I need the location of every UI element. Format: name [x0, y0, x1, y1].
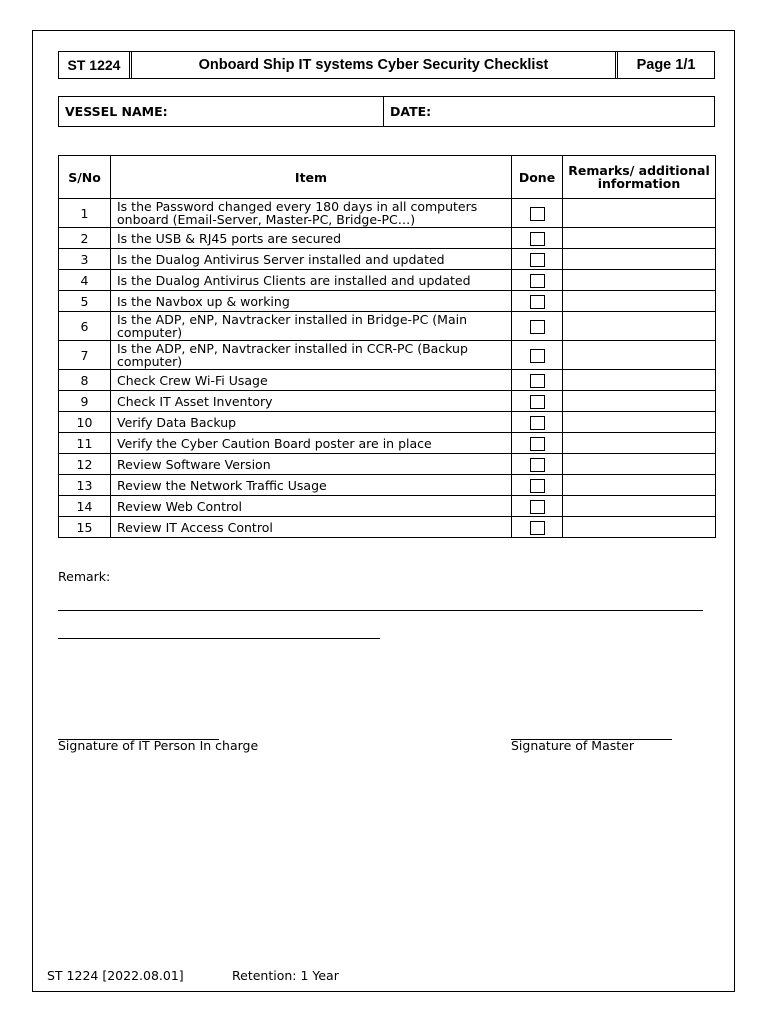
table-header-row	[59, 156, 716, 199]
vessel-date-row	[58, 96, 715, 127]
table-row	[59, 199, 716, 228]
row-item-text: Is the Dualog Antivirus Clients are installed and updated	[111, 270, 512, 291]
row-number: 5	[59, 291, 111, 312]
row-remarks-cell[interactable]	[563, 370, 716, 391]
row-done-cell	[512, 228, 563, 249]
table-row	[59, 391, 716, 412]
column-header-item: Item	[111, 156, 512, 199]
column-header-sno: S/No	[59, 156, 111, 199]
vessel-name-field[interactable]: VESSEL NAME:	[59, 97, 384, 126]
row-number: 1	[59, 199, 111, 228]
done-checkbox[interactable]	[530, 521, 545, 535]
row-item-text: Is the Password changed every 180 days in all computers onboard (Email-Server, Master-PC, Bridge-PC…)	[111, 199, 512, 228]
row-remarks-cell[interactable]	[563, 249, 716, 270]
table-row	[59, 496, 716, 517]
signature-label-master: Signature of Master	[511, 738, 634, 753]
done-checkbox[interactable]	[530, 295, 545, 309]
row-done-cell	[512, 370, 563, 391]
done-checkbox[interactable]	[530, 274, 545, 288]
row-done-cell	[512, 454, 563, 475]
row-item-text: Review Software Version	[111, 454, 512, 475]
row-remarks-cell[interactable]	[563, 496, 716, 517]
page-number: Page 1/1	[636, 57, 696, 73]
row-item-text: Is the ADP, eNP, Navtracker installed in Bridge-PC (Main computer)	[111, 312, 512, 341]
remark-line[interactable]	[58, 610, 703, 611]
row-number: 7	[59, 341, 111, 370]
table-row	[59, 370, 716, 391]
row-number: 3	[59, 249, 111, 270]
row-remarks-cell[interactable]	[563, 517, 716, 538]
footer-retention: Retention: 1 Year	[232, 968, 339, 983]
row-done-cell	[512, 312, 563, 341]
row-remarks-cell[interactable]	[563, 291, 716, 312]
row-remarks-cell[interactable]	[563, 199, 716, 228]
row-done-cell	[512, 496, 563, 517]
row-number: 15	[59, 517, 111, 538]
done-checkbox[interactable]	[530, 437, 545, 451]
row-done-cell	[512, 341, 563, 370]
row-remarks-cell[interactable]	[563, 341, 716, 370]
table-row	[59, 249, 716, 270]
row-item-text: Check Crew Wi-Fi Usage	[111, 370, 512, 391]
row-remarks-cell[interactable]	[563, 228, 716, 249]
form-code: ST 1224	[59, 52, 132, 78]
done-checkbox[interactable]	[530, 253, 545, 267]
done-checkbox[interactable]	[530, 500, 545, 514]
row-number: 12	[59, 454, 111, 475]
row-number: 8	[59, 370, 111, 391]
table-row	[59, 312, 716, 341]
done-checkbox[interactable]	[530, 479, 545, 493]
form-header	[58, 51, 715, 79]
row-number: 14	[59, 496, 111, 517]
row-done-cell	[512, 249, 563, 270]
row-number: 11	[59, 433, 111, 454]
table-row	[59, 454, 716, 475]
row-remarks-cell[interactable]	[563, 270, 716, 291]
row-item-text: Is the USB & RJ45 ports are secured	[111, 228, 512, 249]
row-done-cell	[512, 412, 563, 433]
row-number: 6	[59, 312, 111, 341]
row-done-cell	[512, 433, 563, 454]
row-item-text: Review the Network Traffic Usage	[111, 475, 512, 496]
row-item-text: Review IT Access Control	[111, 517, 512, 538]
signature-label-it-person: Signature of IT Person In charge	[58, 738, 259, 753]
row-number: 13	[59, 475, 111, 496]
footer-document-code: ST 1224 [2022.08.01]	[47, 968, 184, 983]
row-number: 9	[59, 391, 111, 412]
row-done-cell	[512, 291, 563, 312]
row-done-cell	[512, 517, 563, 538]
row-item-text: Verify the Cyber Caution Board poster are in place	[111, 433, 512, 454]
column-header-remarks: Remarks/ additional information	[563, 156, 716, 199]
remark-label: Remark:	[58, 569, 111, 584]
row-item-text: Verify Data Backup	[111, 412, 512, 433]
table-row	[59, 412, 716, 433]
table-row	[59, 517, 716, 538]
row-item-text: Is the Dualog Antivirus Server installed and updated	[111, 249, 512, 270]
row-remarks-cell[interactable]	[563, 475, 716, 496]
row-remarks-cell[interactable]	[563, 454, 716, 475]
row-remarks-cell[interactable]	[563, 412, 716, 433]
row-remarks-cell[interactable]	[563, 433, 716, 454]
date-field[interactable]: DATE:	[390, 104, 432, 119]
table-row	[59, 341, 716, 370]
done-checkbox[interactable]	[530, 395, 545, 409]
done-checkbox[interactable]	[530, 320, 545, 334]
done-checkbox[interactable]	[530, 207, 545, 221]
done-checkbox[interactable]	[530, 416, 545, 430]
table-row	[59, 433, 716, 454]
done-checkbox[interactable]	[530, 349, 545, 363]
row-number: 10	[59, 412, 111, 433]
row-item-text: Is the Navbox up & working	[111, 291, 512, 312]
table-row	[59, 475, 716, 496]
row-item-text: Is the ADP, eNP, Navtracker installed in CCR-PC (Backup computer)	[111, 341, 512, 370]
remark-line[interactable]	[58, 638, 380, 639]
row-number: 4	[59, 270, 111, 291]
row-done-cell	[512, 391, 563, 412]
row-remarks-cell[interactable]	[563, 312, 716, 341]
row-remarks-cell[interactable]	[563, 391, 716, 412]
row-item-text: Review Web Control	[111, 496, 512, 517]
column-header-done: Done	[512, 156, 563, 199]
table-row	[59, 270, 716, 291]
done-checkbox[interactable]	[530, 374, 545, 388]
done-checkbox[interactable]	[530, 458, 545, 472]
form-title: Onboard Ship IT systems Cyber Security Checklist	[132, 52, 618, 78]
checklist-table	[58, 155, 716, 538]
row-item-text: Check IT Asset Inventory	[111, 391, 512, 412]
row-done-cell	[512, 475, 563, 496]
row-done-cell	[512, 199, 563, 228]
row-done-cell	[512, 270, 563, 291]
done-checkbox[interactable]	[530, 232, 545, 246]
row-number: 2	[59, 228, 111, 249]
table-row	[59, 228, 716, 249]
table-row	[59, 291, 716, 312]
